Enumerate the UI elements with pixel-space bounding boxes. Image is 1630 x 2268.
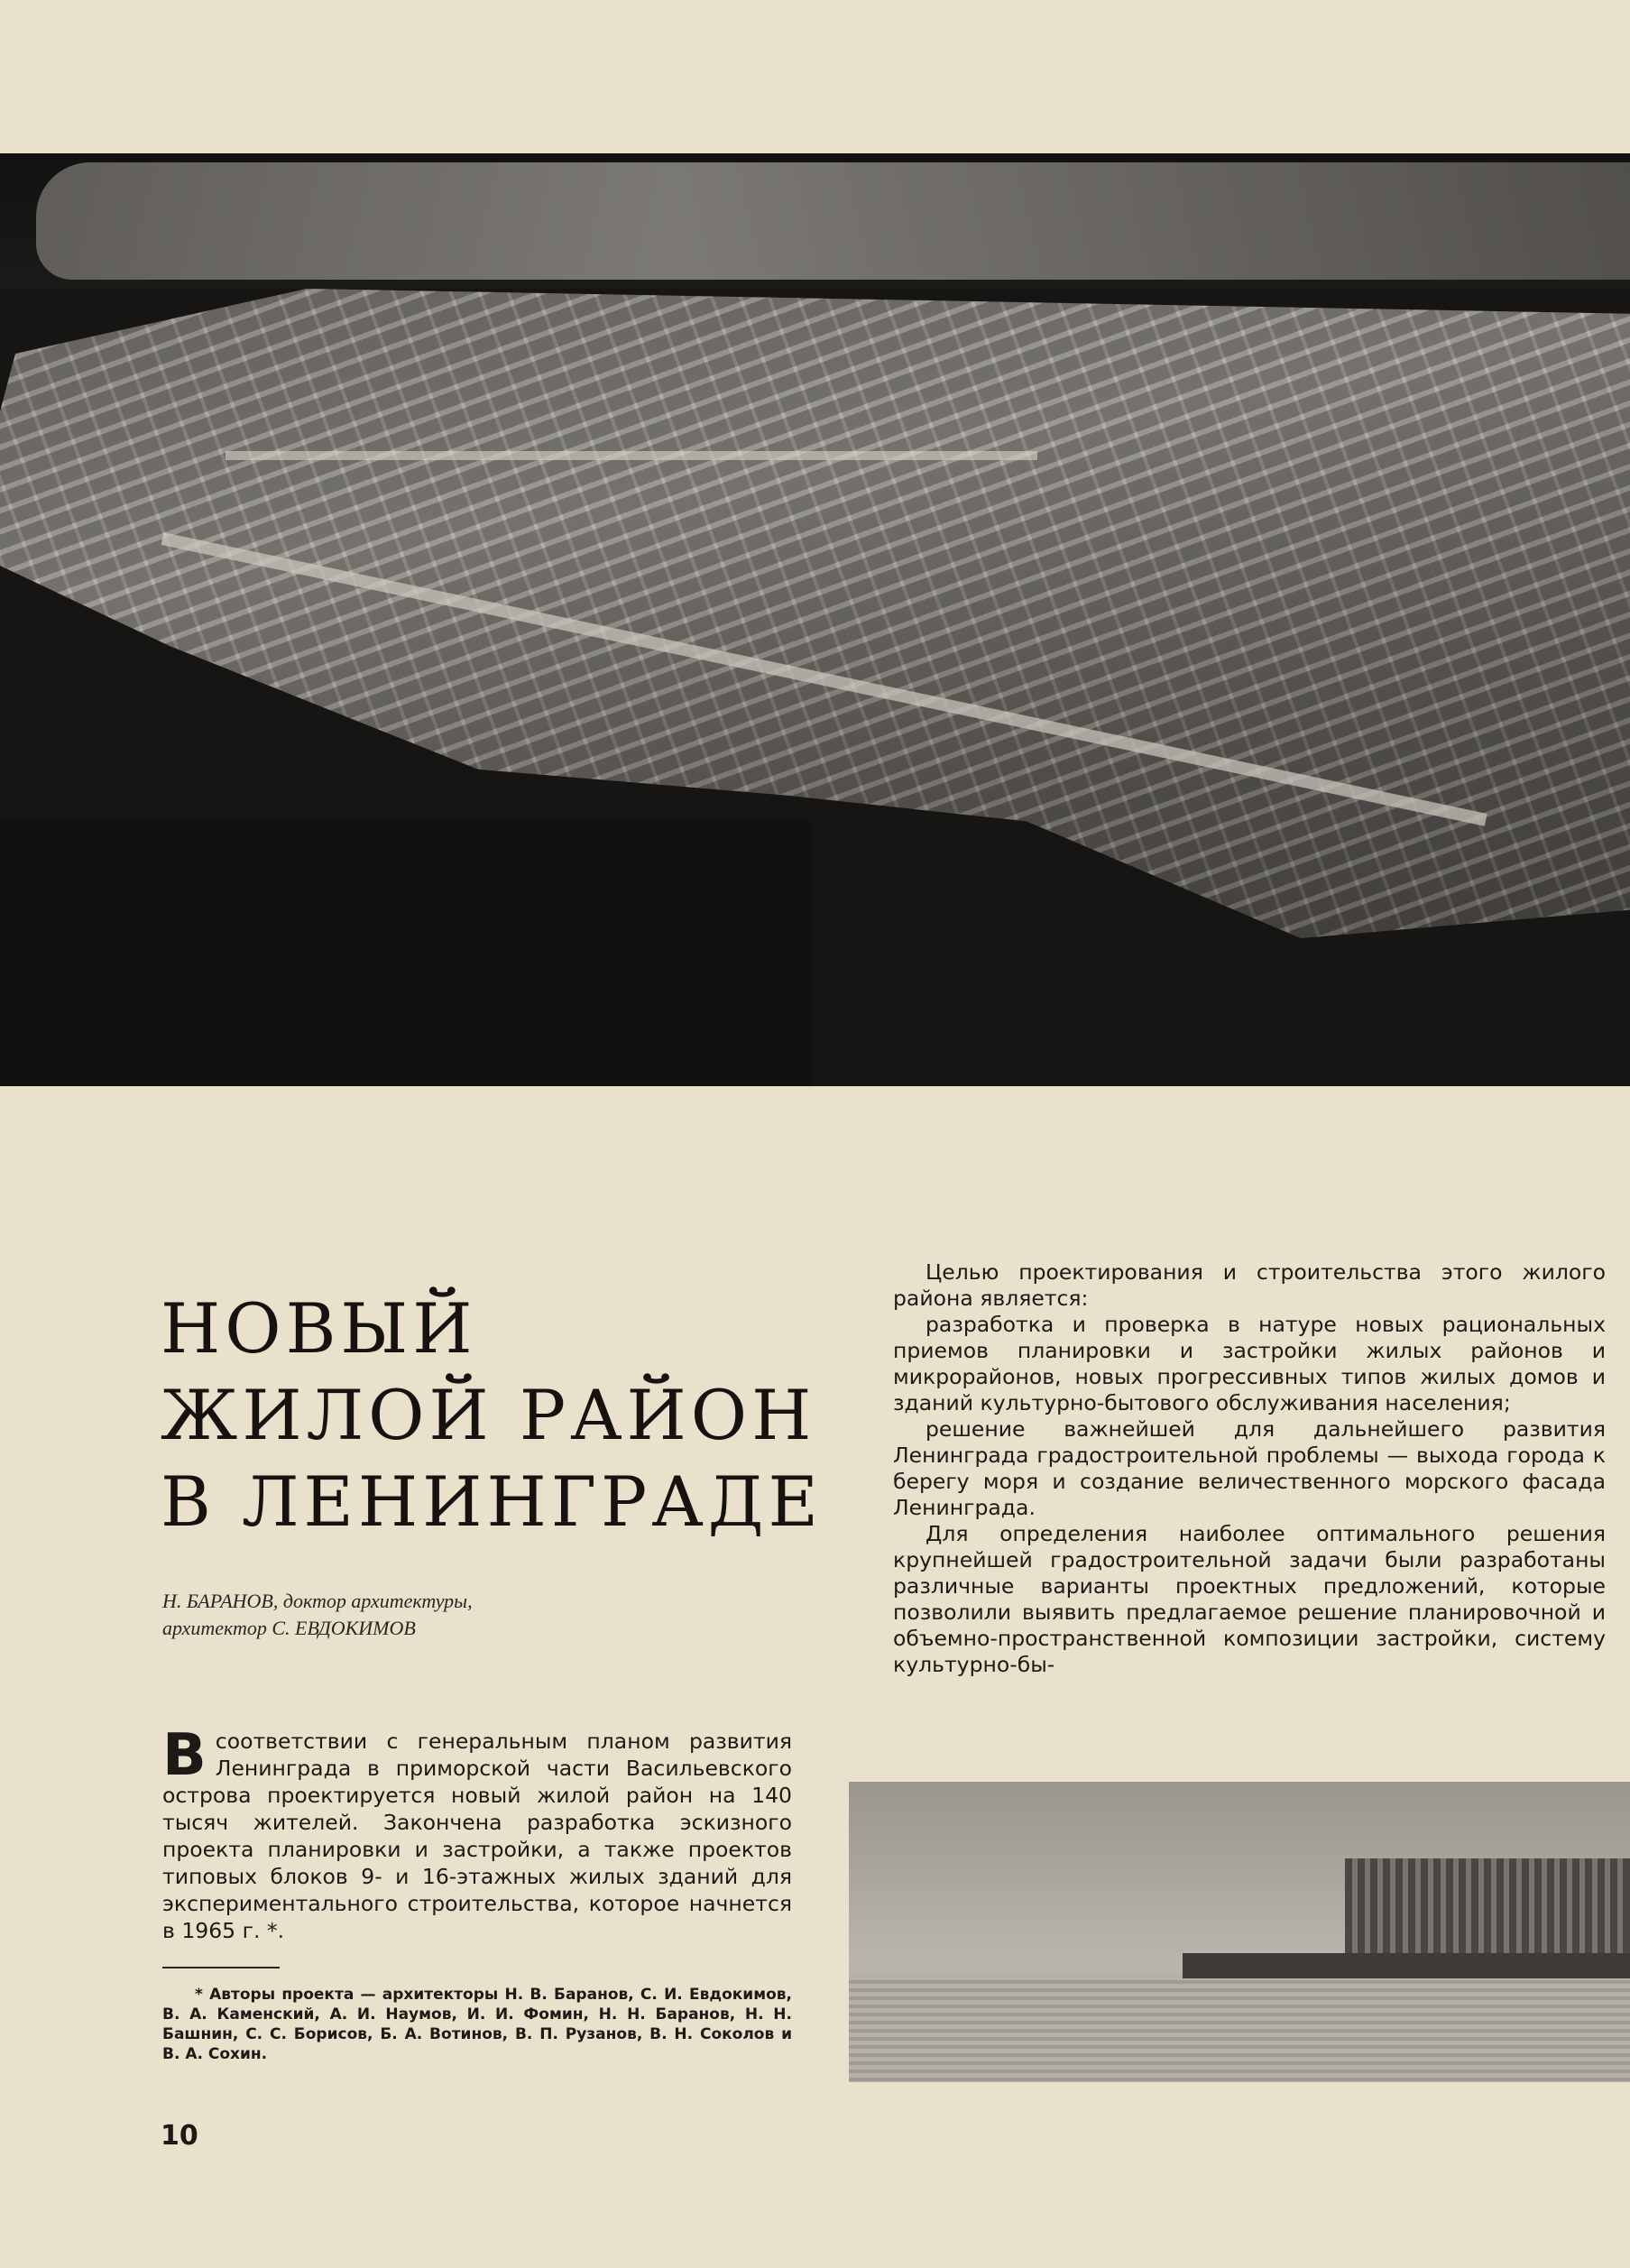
paragraph: разработка и проверка в натуре новых рациональных приемов планировки и застройки жилых районов и микрорайонов, новых прогрессивных типов жилых домов и зданий культурно-бытового обслуживания населения;	[893, 1312, 1606, 1415]
city-model-aerial-photo	[0, 153, 1630, 1086]
photo-far-island	[36, 162, 1630, 280]
byline-line: Н. БАРАНОВ, доктор архитектуры,	[162, 1590, 473, 1612]
intro-text: соответствии с генеральным планом развития Ленинграда в приморской части Васильевского острова проектируется новый жилой район на 140 тысяч жителей. Закончена разработка эскизного проекта планировки и застройки, а также проектов типовых блоков 9- и 16-этажных жилых зданий для экспериментального строительства, которое начнется в 1965 г. *.	[162, 1729, 792, 1943]
drop-cap: В	[162, 1722, 207, 1789]
paragraph: Для определения наиболее оптимального решения крупнейшей градостроительной задачи были разработаны различные варианты проектных предложений, которые позволили выявить предлагаемое решение планировочной и объемно-пространственной композиции застройки, систему культурно-бы-	[893, 1521, 1606, 1677]
photo-sea	[849, 1976, 1630, 2082]
title-line: В ЛЕНИНГРАДЕ	[161, 1461, 824, 1542]
footnote-divider	[162, 1967, 280, 1968]
paragraph: Целью проектирования и строительства этого жилого района является:	[893, 1259, 1606, 1311]
photo-street	[226, 451, 1037, 460]
paragraph: решение важнейшей для дальнейшего развития Ленинграда градостроительной проблемы — выхода города к берегу моря и создание величественного морского фасада Ленинграда.	[893, 1416, 1606, 1520]
intro-paragraph	[162, 1722, 792, 1944]
photo-water	[0, 821, 812, 1086]
photo-embankment	[1183, 1953, 1630, 1978]
right-column-text	[893, 1259, 1606, 1678]
footnote: * Авторы проекта — архитекторы Н. В. Баранов, С. И. Евдокимов, В. А. Каменский, А. И. Наумов, И. И. Фомин, Н. Н. Баранов, Н. Н. Башнин, С. С. Борисов, Б. А. Вотинов, В. П. Рузанов, В. Н. Соколов и В. А. Сохин.	[162, 1986, 792, 2063]
title-line: ЖИЛОЙ РАЙОН	[161, 1375, 816, 1455]
article-title	[161, 1286, 823, 1545]
photo-buildings	[1345, 1858, 1630, 1967]
byline	[162, 1588, 473, 1642]
byline-line: архитектор С. ЕВДОКИМОВ	[162, 1617, 416, 1639]
page-number: 10	[161, 2120, 198, 2152]
title-line: НОВЫЙ	[161, 1288, 477, 1369]
sea-facade-photo	[849, 1782, 1630, 2082]
